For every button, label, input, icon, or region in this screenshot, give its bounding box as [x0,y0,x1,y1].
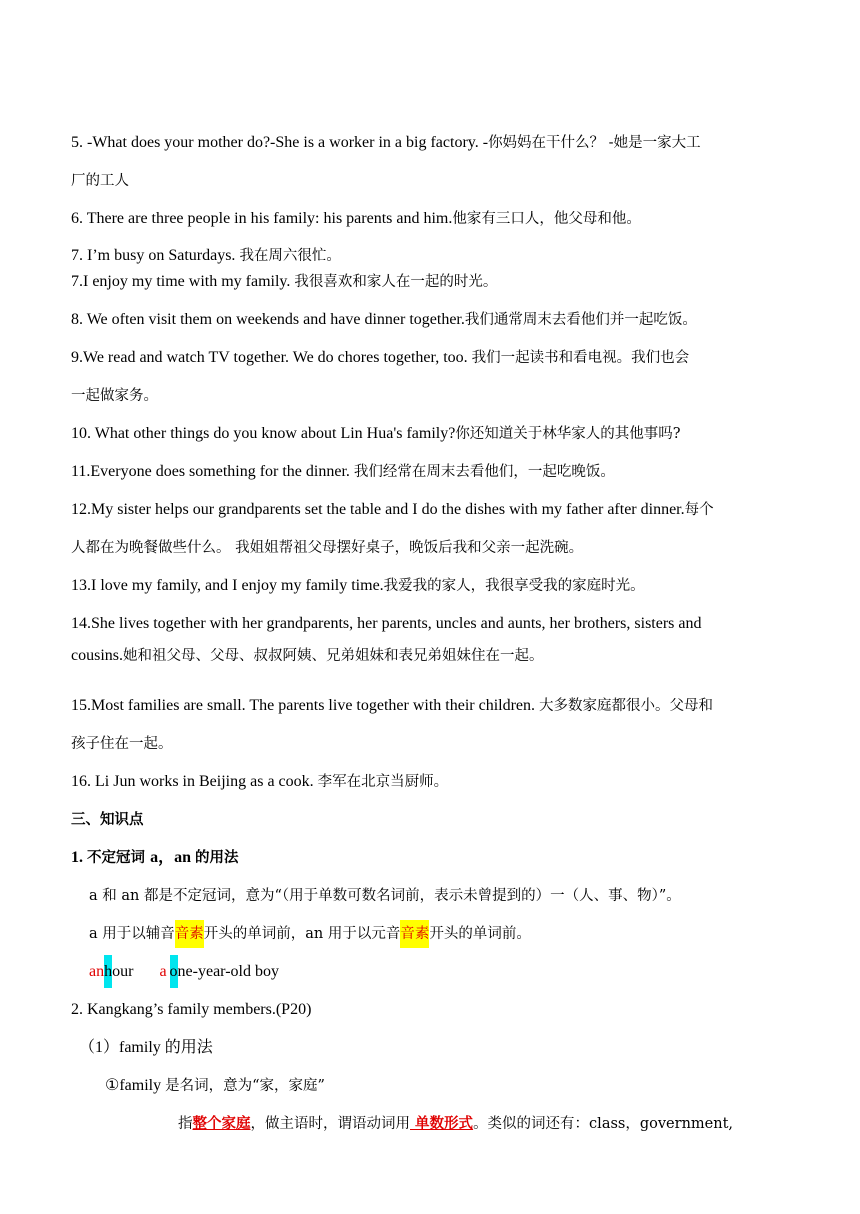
sentence-12-cont: 人都在为晚餐做些什么。 我姐姐帮祖父母摆好桌子，晚饭后我和父亲一起洗碗。 [71,540,584,556]
sentence-9: 9.We read and watch TV together. We do chores together, too. 我们一起读书和看电视。我们也会 [71,349,690,366]
sentence-7b: 7.I enjoy my time with my family. 我很喜欢和家人在一起的时光。 [71,273,498,290]
sentence-10: 10. What other things do you know about Lin Hua's family?你还知道关于林华家人的其他事吗? [71,425,681,442]
knowledge-2-title: 2. Kangkang’s family members.(P20) [71,1001,312,1018]
highlight-phoneme-1: 音素 [175,920,204,948]
knowledge-2-note: 指整个家庭，做主语时，谓语动词用 单数形式。类似的词还有：class，government, [178,1115,734,1132]
example-letter-h: h [104,955,112,988]
sentence-14: 14.She lives together with her grandparents, her parents, uncles and aunts, her brothers, sisters and [71,615,702,632]
sentence-13: 13.I love my family, and I enjoy my family time.我爱我的家人，我很享受我的家庭时光。 [71,577,645,594]
emphasis-whole-family: 整个家庭 [192,1115,251,1132]
knowledge-2-sub-1: （1）family 的用法 [79,1039,213,1056]
knowledge-1-title: 1. 不定冠词 a，an 的用法 [71,849,239,866]
sentence-5-cont: 厂的工人 [71,173,129,189]
sentence-12: 12.My sister helps our grandparents set the table and I do the dishes with my father after dinner.每个 [71,501,714,518]
knowledge-1-examples: anhour a one-year-old boy [89,962,279,982]
section-title: 三、知识点 [71,811,144,828]
example-article-an: an [89,963,105,980]
emphasis-singular-form: 单数形式 [410,1115,474,1132]
sentence-5: 5. -What does your mother do?-She is a worker in a big factory. -你妈妈在干什么？ -她是一家大工 [71,134,701,151]
sentence-16: 16. Li Jun works in Beijing as a cook. 李军在北京当厨师。 [71,773,449,790]
knowledge-1-desc-1: a 和 an 都是不定冠词，意为“（用于单数可数名词前，表示未曾提到的）一（人、事、物）”。 [89,888,681,904]
example-letter-o: o [170,955,178,988]
sentence-6: 6. There are three people in his family: his parents and him.他家有三口人，他父母和他。 [71,210,641,227]
sentence-14-cont: cousins.她和祖父母、父母、叔叔阿姨、兄弟姐妹和表兄弟姐妹住在一起。 [71,647,544,664]
sentence-8: 8. We often visit them on weekends and have dinner together.我们通常周末去看他们并一起吃饭。 [71,311,697,328]
knowledge-2-sub-1-1: ①family 是名词，意为“家，家庭” [105,1077,325,1094]
knowledge-1-desc-2: a 用于以辅音音素开头的单词前，an 用于以元音音素开头的单词前。 [89,924,531,944]
sentence-15: 15.Most families are small. The parents live together with their children. 大多数家庭都很小。父母和 [71,697,714,714]
sentence-11: 11.Everyone does something for the dinner. 我们经常在周末去看他们，一起吃晚饭。 [71,463,615,480]
sentence-15-cont: 孩子住在一起。 [71,736,173,752]
example-article-a: a [159,963,167,980]
sentence-7a: 7. I’m busy on Saturdays. 我在周六很忙。 [71,247,341,264]
highlight-phoneme-2: 音素 [400,920,429,948]
sentence-9-cont: 一起做家务。 [71,388,158,404]
